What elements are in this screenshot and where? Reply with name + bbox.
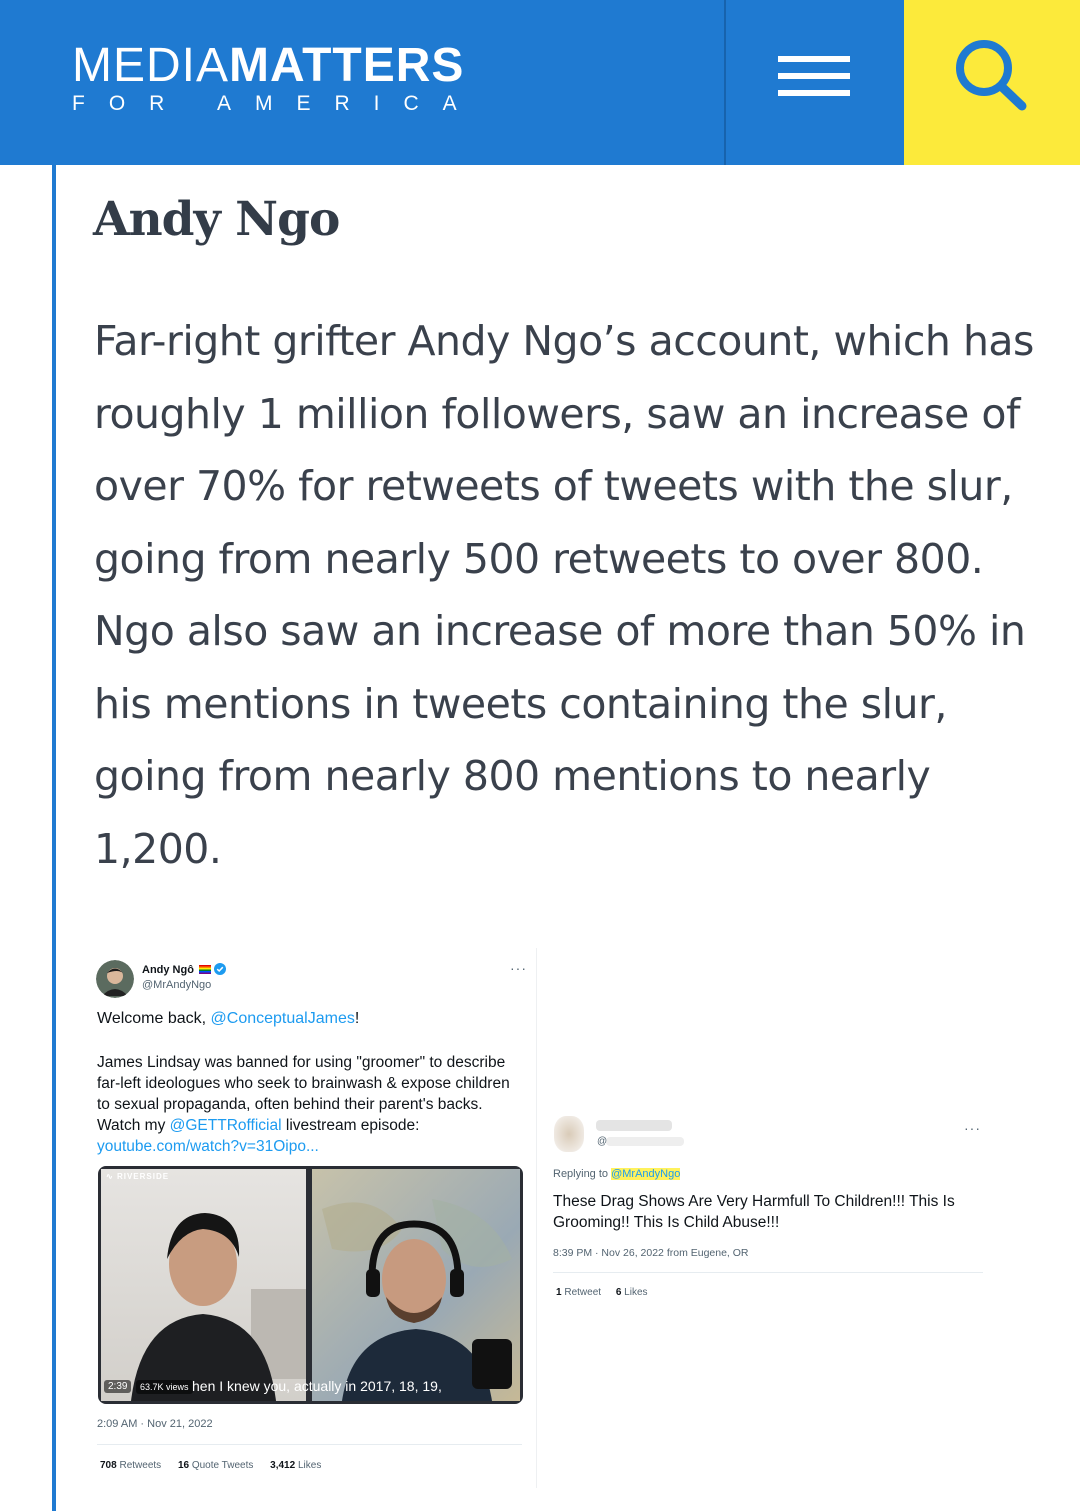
stat-likes[interactable]: 6 Likes xyxy=(615,1287,648,1298)
logo-subtitle: FOR AMERICA xyxy=(72,92,481,115)
author-handle[interactable]: @ xyxy=(597,1136,608,1147)
tweet-timestamp[interactable]: 2:09 AM · Nov 21, 2022 xyxy=(97,1418,213,1430)
logo-media: MEDIA xyxy=(72,39,230,92)
mention-link[interactable]: @GETTRofficial xyxy=(169,1117,282,1134)
blurred-handle xyxy=(606,1137,684,1146)
wave-icon: ∿ xyxy=(106,1172,117,1181)
site-header xyxy=(0,0,1080,165)
more-options-icon[interactable]: ··· xyxy=(510,960,527,976)
rainbow-flag-icon xyxy=(199,965,211,974)
video-player[interactable] xyxy=(98,1166,523,1404)
blurred-avatar xyxy=(554,1116,584,1152)
video-frame-right xyxy=(312,1169,520,1401)
site-logo[interactable] xyxy=(72,39,481,116)
video-duration: 2:39 xyxy=(104,1380,131,1393)
mention-link[interactable]: @ConceptualJames xyxy=(210,1010,355,1027)
article-body: Far-right grifter Andy Ngo’s account, which has roughly 1 million followers, saw an increase of over 70% for retweets of tweets with the slur, going from nearly 500 retweets to over 800. Ngo also saw an increase of more than 50% in his mentions in tweets containing the slur, going from nearly 800 mentions to nearly 1,200. xyxy=(94,317,1034,873)
header-divider xyxy=(724,0,726,165)
more-options-icon[interactable]: ··· xyxy=(964,1120,981,1136)
divider xyxy=(97,1444,522,1445)
menu-button[interactable] xyxy=(727,0,903,165)
divider xyxy=(553,1272,983,1273)
embedded-reply-tweet[interactable] xyxy=(548,1110,984,1310)
reply-stats xyxy=(556,1287,648,1298)
speaker-left-image xyxy=(101,1169,306,1401)
verified-badge-icon xyxy=(214,963,226,975)
blurred-name xyxy=(596,1120,672,1131)
speaker-right-image xyxy=(312,1169,520,1401)
article-title: Andy Ngo xyxy=(93,192,340,247)
reply-text: These Drag Shows Are Very Harmfull To Children!!! This Is Grooming!! This Is Child Abuse!!! xyxy=(553,1193,955,1231)
reply-timestamp[interactable]: 8:39 PM · Nov 26, 2022 from Eugene, OR xyxy=(553,1247,749,1259)
embedded-tweet-andy-ngo[interactable] xyxy=(86,948,537,1488)
author-handle[interactable]: @MrAndyNgo xyxy=(142,979,212,991)
video-views: 63.7K views xyxy=(136,1380,193,1394)
riverside-watermark: ∿ RIVERSIDE xyxy=(106,1172,170,1181)
search-button[interactable] xyxy=(904,0,1080,165)
video-caption: hen I knew you, actually in 2017, 18, 19, xyxy=(192,1378,442,1394)
author-name[interactable]: Andy Ngô xyxy=(142,964,194,976)
reply-mention-link[interactable]: @MrAndyNgo xyxy=(611,1168,681,1180)
avatar xyxy=(96,960,134,998)
logo-matters: MATTERS xyxy=(229,39,465,92)
tweet-stats xyxy=(100,1460,321,1471)
stat-quote-tweets[interactable]: 16 Quote Tweets xyxy=(177,1460,254,1471)
tweet-text: James Lindsay was banned for using "groomer" to describe far-left ideologues who seek to brainwash & expose children to sexual propaganda, often behind their parent's backs. Watch my @GETTRofficial livestream episode: youtube.com/watch?v=31Oipo... xyxy=(97,1054,510,1155)
search-icon xyxy=(904,0,1080,165)
youtube-link[interactable]: youtube.com/watch?v=31Oipo... xyxy=(97,1138,319,1155)
replying-to: Replying to @MrAndyNgo xyxy=(553,1168,681,1180)
stat-likes[interactable]: 3,412 Likes xyxy=(270,1460,322,1471)
stat-retweets[interactable]: 708 Retweets xyxy=(100,1460,162,1471)
stat-retweets[interactable]: 1 Retweet xyxy=(556,1287,602,1298)
content-accent-rule xyxy=(52,165,56,1511)
tweet-greeting: Welcome back, @ConceptualJames! xyxy=(97,1010,360,1027)
video-frame-left xyxy=(101,1169,306,1401)
